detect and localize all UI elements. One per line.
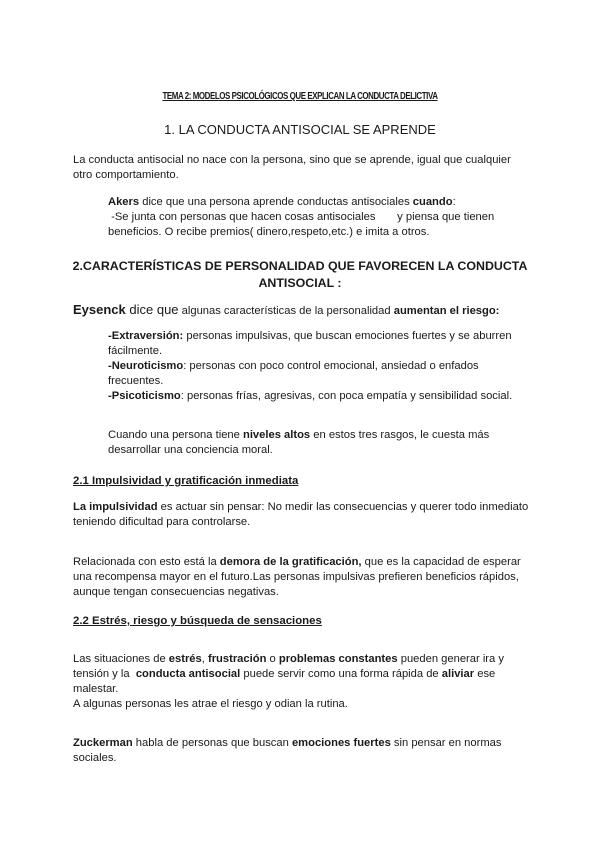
- zuck-mid: habla de personas que buscan: [132, 737, 292, 749]
- sit-l2-mid: puede servir como una forma rápida de: [240, 668, 442, 680]
- s1-paragraph: [73, 153, 511, 183]
- eysenck-bold: aumentan el riesgo:: [393, 305, 500, 317]
- sit-post: pueden generar ira y: [397, 653, 504, 665]
- akers-colon: :: [452, 196, 456, 208]
- extraversion-desc: personas impulsivas, que buscan emociones fuertes y se aburren: [183, 330, 512, 342]
- demora-bold: demora de la gratificación,: [219, 556, 362, 568]
- niveles-bold: niveles altos: [242, 429, 311, 441]
- sit-l2-end: ese: [474, 668, 496, 680]
- niveles-post: en estos tres rasgos, le cuesta más: [310, 429, 490, 441]
- sit-line3: malestar.: [73, 683, 119, 695]
- neuroticismo-desc-2: frecuentes.: [108, 375, 164, 387]
- neuroticismo-desc: : personas con poco control emocional, ansiedad o enfados: [183, 360, 479, 372]
- akers-text: dice que una persona aprende conductas antisociales: [139, 196, 413, 208]
- niveles-line2: desarrollar una conciencia moral.: [108, 444, 273, 456]
- sit-o: o: [266, 653, 279, 665]
- section-2-2-heading: 2.2 Estrés, riesgo y búsqueda de sensaciones: [73, 615, 322, 627]
- zuck-post: sin pensar en normas: [390, 737, 502, 749]
- sit-l2-pre: tensión y la: [73, 668, 136, 680]
- section-2-heading: [60, 258, 540, 292]
- section-2-1-heading: 2.1 Impulsividad y gratificación inmediata: [73, 475, 299, 487]
- akers-name: Akers: [108, 196, 140, 208]
- s2-heading-line2: ANTISOCIAL :: [258, 276, 342, 290]
- akers-paragraph: [108, 195, 494, 240]
- situaciones-paragraph: [73, 652, 504, 712]
- eysenck-paragraph: [73, 302, 499, 319]
- section-1-heading: 1. LA CONDUCTA ANTISOCIAL SE APRENDE: [164, 122, 436, 137]
- impulsividad-paragraph: [73, 500, 528, 530]
- sit-line4: A algunas personas les atrae el riesgo y odian la rutina.: [73, 698, 348, 710]
- traits-list: [108, 329, 512, 404]
- zuck-bold: emociones fuertes: [291, 737, 391, 749]
- s1-p1-line1: La conducta antisocial no nace con la persona, sino que se aprende, igual que cualquier: [73, 154, 511, 166]
- akers-line3: beneficios. O recibe premios( dinero,respeto,etc.) e imita a otros.: [108, 226, 430, 238]
- zuckerman-name: Zuckerman: [73, 737, 133, 749]
- sit-frustracion: frustración: [207, 653, 267, 665]
- sit-conducta: conducta antisocial: [135, 668, 241, 680]
- sit-pre: Las situaciones de: [73, 653, 169, 665]
- eysenck-name: Eysenck: [73, 302, 126, 317]
- document-title: TEMA 2: MODELOS PSICOLÓGICOS QUE EXPLICAN LA CONDUCTA DELICTIVA: [162, 91, 438, 102]
- impulsividad-term: La impulsividad: [73, 501, 158, 513]
- demora-line2: una recompensa mayor en el futuro.Las personas impulsivas prefieren beneficios rápidos,: [73, 571, 519, 583]
- impulsividad-desc-2: teniendo dificultad para controlarse.: [73, 516, 251, 528]
- eysenck-text: algunas características de la personalidad: [178, 305, 394, 317]
- niveles-pre: Cuando una persona tiene: [108, 429, 243, 441]
- sit-comma: ,: [201, 653, 208, 665]
- demora-line3: aunque tengan consecuencias negativas.: [73, 586, 279, 598]
- niveles-paragraph: [108, 428, 489, 458]
- extraversion-term: -Extraversión:: [108, 330, 184, 342]
- sit-estres: estrés: [168, 653, 202, 665]
- extraversion-desc-2: fácilmente.: [108, 345, 163, 357]
- zuckerman-line2: sociales.: [73, 752, 117, 764]
- demora-post: que es la capacidad de esperar: [361, 556, 521, 568]
- s2-heading-line1: 2.CARACTERÍSTICAS DE PERSONALIDAD QUE FAVORECEN LA CONDUCTA: [72, 259, 528, 273]
- impulsividad-desc: es actuar sin pensar: No medir las consecuencias y querer todo inmediato: [157, 501, 529, 513]
- psicoticismo-term: -Psicoticismo: [108, 390, 181, 402]
- demora-paragraph: [73, 555, 521, 600]
- sit-aliviar: aliviar: [441, 668, 475, 680]
- eysenck-dice: dice que: [125, 302, 179, 317]
- psicoticismo-desc: : personas frías, agresivas, con poca empatía y sensibilidad social.: [180, 390, 513, 402]
- akers-cuando: cuando: [412, 196, 453, 208]
- demora-pre: Relacionada con esto está la: [73, 556, 220, 568]
- zuckerman-paragraph: [73, 736, 502, 766]
- s1-p1-line2: otro comportamiento.: [73, 169, 179, 181]
- neuroticismo-term: -Neuroticismo: [108, 360, 184, 372]
- sit-problemas: problemas constantes: [278, 653, 398, 665]
- akers-line2: -Se junta con personas que hacen cosas antisociales y piensa que tienen: [108, 211, 495, 223]
